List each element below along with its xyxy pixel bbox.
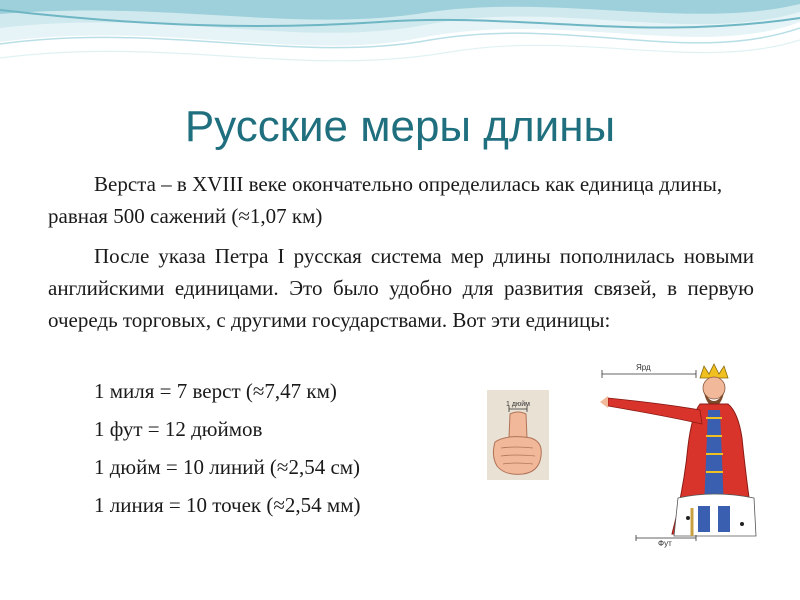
slide-title: Русские меры длины [184,102,616,151]
body-text [48,168,754,344]
paragraph-peter-decree: После указа Петра I русская система мер длины пополнилась новыми английскими единицами. Это было удобно для развития связей, в первую очередь торговых, с другими государствами. Вот эти единицы: [48,244,754,332]
unit-foot: 1 фут = 12 дюймов [94,417,263,441]
units-list [94,372,360,524]
unit-line: 1 линия = 10 точек (≈2,54 мм) [94,493,361,517]
king-top-label: Ярд [636,363,651,372]
paragraph-versta: Верста – в XVIII веке окончательно определилась как единица длины, равная 500 сажений (≈1,07 км) [48,172,723,228]
decorative-waves [0,0,800,100]
king-bottom-label: Фут [658,539,672,548]
thumb-inch-illustration [487,390,549,480]
unit-mile: 1 миля = 7 верст (≈7,47 км) [94,379,337,403]
unit-inch: 1 дюйм = 10 линий (≈2,54 см) [94,455,361,479]
king-yard-illustration [596,358,778,548]
thumb-label: 1 дюйм [506,401,530,408]
